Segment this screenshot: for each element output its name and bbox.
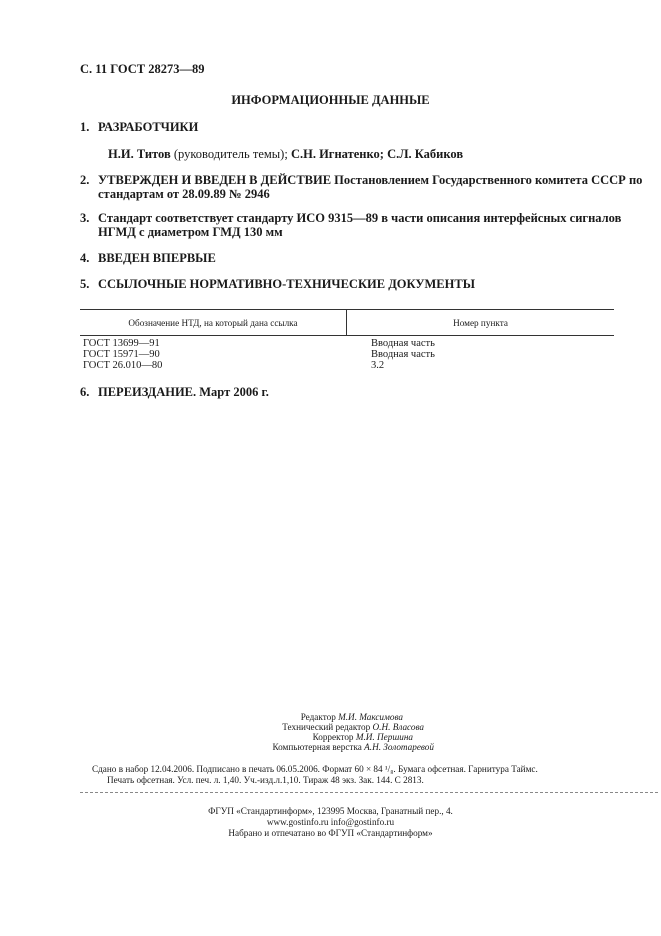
publisher-printed-by: Набрано и отпечатано во ФГУП «Стандартинформ» bbox=[228, 828, 433, 838]
section-5 bbox=[80, 277, 475, 292]
section-heading: ССЫЛОЧНЫЕ НОРМАТИВНО-ТЕХНИЧЕСКИЕ ДОКУМЕНТЫ bbox=[98, 277, 475, 291]
developer-names: С.Н. Игнатенко; С.Л. Кабиков bbox=[290, 147, 464, 161]
imprint-layout bbox=[272, 742, 434, 752]
table-cell-document: ГОСТ 15971—90 bbox=[83, 349, 160, 360]
corrector-name: М.И. Першина bbox=[355, 732, 413, 742]
section-4 bbox=[80, 251, 216, 266]
section-number: 3. bbox=[80, 211, 90, 225]
section-2 bbox=[80, 173, 642, 188]
imprint-corrector bbox=[313, 732, 413, 742]
table-cell-clause: Вводная часть bbox=[371, 349, 435, 360]
table-cell-document: ГОСТ 26.010—80 bbox=[83, 360, 163, 371]
section-heading: РАЗРАБОТЧИКИ bbox=[98, 120, 199, 134]
table-cell-document: ГОСТ 13699—91 bbox=[83, 338, 160, 349]
table-header-rule bbox=[80, 335, 614, 336]
tech-editor-name: О.Н. Власова bbox=[372, 722, 424, 732]
section-3 bbox=[80, 211, 621, 226]
developer-role: (руководитель темы); bbox=[170, 147, 291, 161]
print-details-line-2: Печать офсетная. Усл. печ. л. 1,40. Уч.-изд.л.1,10. Тираж 48 экз. Зак. 144. С 2813. bbox=[107, 775, 424, 785]
table-header-designation: Обозначение НТД, на который дана ссылка bbox=[128, 318, 298, 328]
corrector-label: Корректор bbox=[312, 732, 356, 742]
tech-editor-label: Технический редактор bbox=[282, 722, 373, 732]
developer-name: Н.И. Титов bbox=[108, 147, 171, 161]
section-6 bbox=[80, 385, 269, 400]
layout-name: А.Н. Золотаревой bbox=[364, 742, 434, 752]
section-number: 5. bbox=[80, 277, 90, 291]
section-number: 2. bbox=[80, 173, 90, 187]
editor-name: М.И. Максимова bbox=[338, 712, 403, 722]
section-heading: ВВЕДЕН ВПЕРВЫЕ bbox=[98, 251, 216, 265]
document-title: ИНФОРМАЦИОННЫЕ ДАННЫЕ bbox=[231, 93, 430, 107]
table-cell-clause: Вводная часть bbox=[371, 338, 435, 349]
imprint-editor bbox=[301, 712, 403, 722]
print-details-line-1: Сдано в набор 12.04.2006. Подписано в печать 06.05.2006. Формат 60 × 84 ¹/₈. Бумага офсетная. Гарнитура Таймс. bbox=[92, 764, 538, 774]
section-number: 4. bbox=[80, 251, 90, 265]
section-number: 6. bbox=[80, 385, 90, 399]
imprint-tech-editor bbox=[282, 722, 424, 732]
section-1 bbox=[80, 120, 198, 135]
section-text: УТВЕРЖДЕН И ВВЕДЕН В ДЕЙСТВИЕ Постановлением Государственного комитета СССР по bbox=[98, 173, 643, 187]
section-text: Стандарт соответствует стандарту ИСО 9315—89 в части описания интерфейсных сигналов bbox=[98, 211, 622, 225]
page-header: С. 11 ГОСТ 28273—89 bbox=[80, 62, 205, 76]
editor-label: Редактор bbox=[300, 712, 339, 722]
table-top-rule bbox=[80, 309, 614, 310]
publisher-web-email: www.gostinfo.ru info@gostinfo.ru bbox=[266, 817, 395, 827]
section-2-continuation: стандартам от 28.09.89 № 2946 bbox=[98, 187, 270, 201]
developers-line bbox=[108, 147, 463, 162]
table-header-clause: Номер пункта bbox=[453, 318, 508, 328]
imprint-divider bbox=[80, 792, 658, 793]
layout-label: Компьютерная верстка bbox=[272, 742, 365, 752]
section-heading: ПЕРЕИЗДАНИЕ. Март 2006 г. bbox=[98, 385, 269, 399]
table-cell-clause: 3.2 bbox=[371, 360, 385, 371]
section-3-continuation: НГМД с диаметром ГМД 130 мм bbox=[98, 225, 283, 239]
section-number: 1. bbox=[80, 120, 90, 134]
publisher-address: ФГУП «Стандартинформ», 123995 Москва, Гранатный пер., 4. bbox=[208, 806, 453, 816]
table-row bbox=[83, 349, 160, 360]
table-row bbox=[83, 338, 160, 349]
table-row bbox=[83, 360, 162, 371]
